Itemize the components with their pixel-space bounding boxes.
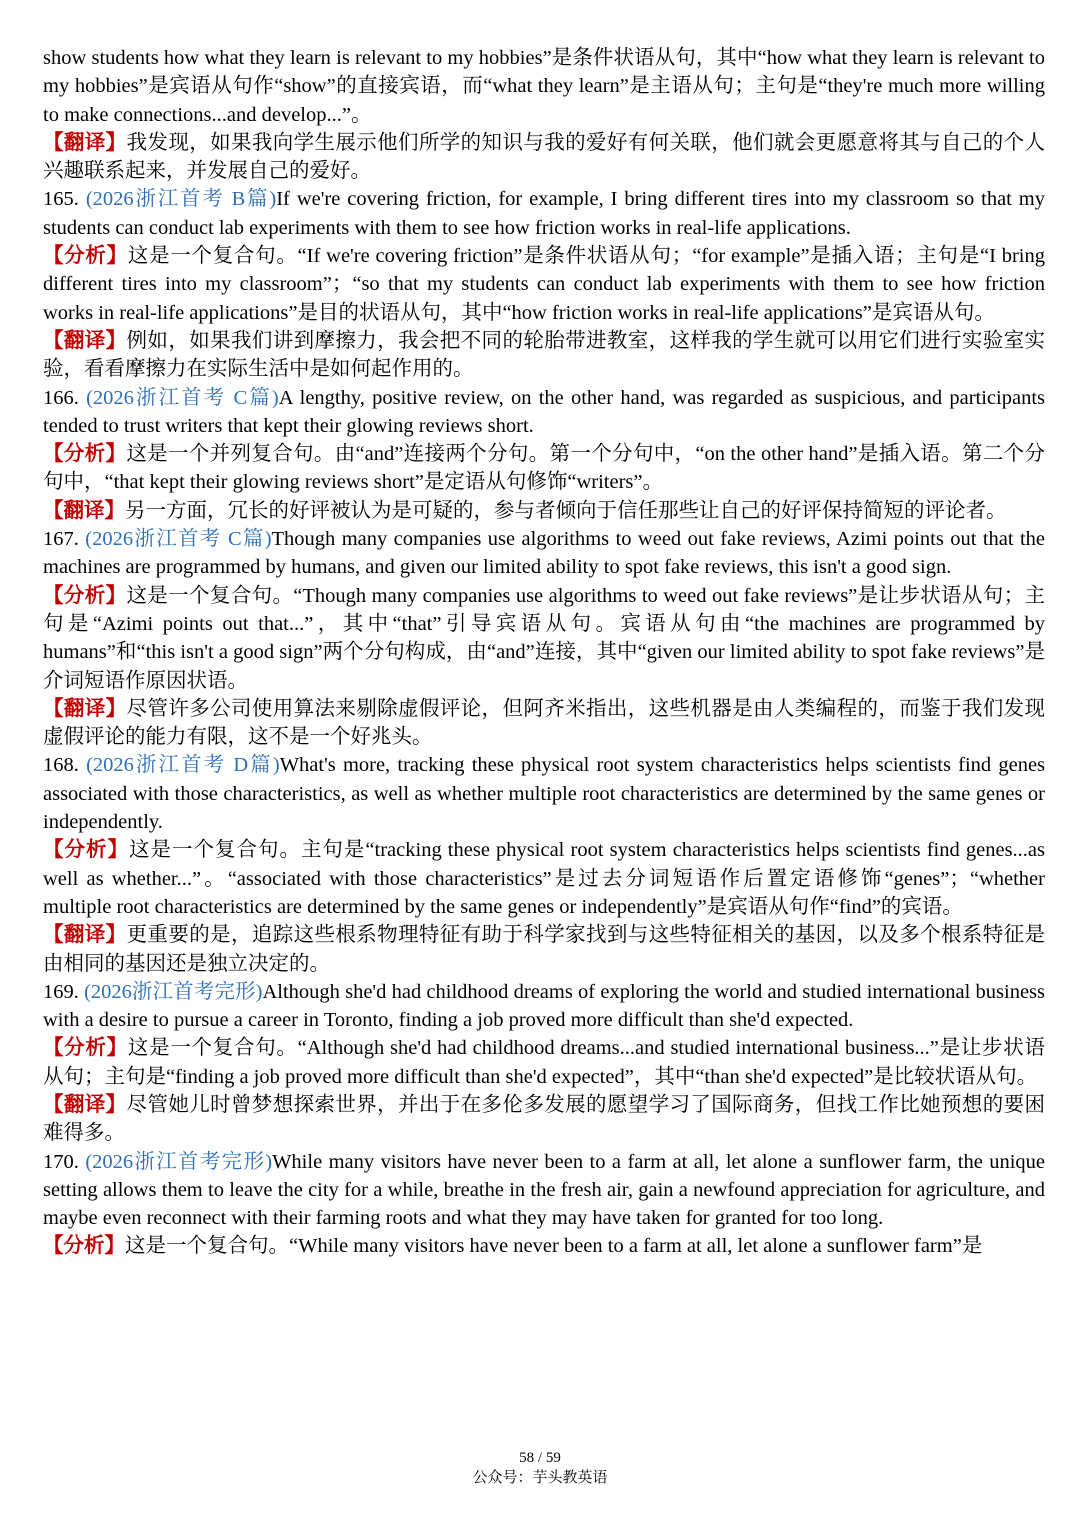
page-number: 58 / 59 xyxy=(519,1450,561,1466)
translation-text: 另一方面，冗长的好评被认为是可疑的，参与者倾向于信任那些让自己的好评保持简短的评论者。 xyxy=(125,499,1007,522)
translation-text: 例如，如果我们讲到摩擦力，我会把不同的轮胎带进教室，这样我的学生就可以用它们进行实验室实验，看看摩擦力在实际生活中是如何起作用的。 xyxy=(43,329,1046,381)
analysis-label: 【分析】 xyxy=(43,1235,125,1258)
translation-text: 我发现，如果我向学生展示他们所学的知识与我的爱好有何关联，他们就会更愿意将其与自己的个人兴趣联系起来，并发展自己的爱好。 xyxy=(43,131,1046,183)
item-sentence: If we're covering friction, for example, I bring different tires into my classroom so that my students can conduct lab experiments with them to see how friction works in real-life applications. xyxy=(43,188,1046,239)
translation-text: 尽管许多公司使用算法来剔除虚假评论，但阿齐米指出，这些机器是由人类编程的，而鉴于我们发现虚假评论的能力有限，这不是一个好兆头。 xyxy=(43,697,1046,749)
item-number: 169. xyxy=(43,980,79,1003)
item-167 xyxy=(43,525,1045,751)
item-sentence: What's more, tracking these physical root system characteristics helps scientists find genes associated with those characteristics, as well as whether multiple root characteristics are determined by the same genes or independently. xyxy=(43,754,1046,834)
item-166 xyxy=(43,384,1045,525)
item-sentence: Although she'd had childhood dreams of exploring the world and studied international business with a desire to pursue a career in Toronto, finding a job proved more difficult than she'd expected. xyxy=(43,980,1046,1032)
analysis-text: 这是一个复合句。“If we're covering friction”是条件状语从句；“for example”是插入语；主句是“I bring different tires into my classroom”；“so that my students can conduct lab experiments with them to see how friction works in real-life applications”是目的状语从句，其中“how friction works in real-life applications”是宾语从句。 xyxy=(43,245,1046,324)
item-source: (2026浙江首考 B篇) xyxy=(85,188,277,211)
translation-label: 【翻译】 xyxy=(43,499,125,522)
translation-paragraph xyxy=(43,129,1045,186)
item-sentence: Though many companies use algorithms to weed out fake reviews, Azimi points out that the machines are programmed by humans, and given our limited ability to spot fake reviews, this isn't a good sign. xyxy=(43,528,1046,579)
analysis-paragraph xyxy=(43,440,1045,497)
translation-text: 尽管她儿时曾梦想探索世界，并出于在多伦多发展的愿望学习了国际商务，但找工作比她预想的要困难得多。 xyxy=(43,1093,1046,1145)
translation-label: 【翻译】 xyxy=(43,1093,127,1116)
translation-paragraph xyxy=(43,921,1045,978)
analysis-label: 【分析】 xyxy=(43,1037,128,1060)
item-number: 166. xyxy=(43,386,79,409)
translation-label: 【翻译】 xyxy=(43,697,127,720)
sentence-paragraph xyxy=(43,384,1045,441)
translation-text: 更重要的是，追踪这些根系物理特征有助于科学家找到与这些特征相关的基因，以及多个根系特征是由相同的基因还是独立决定的。 xyxy=(43,924,1046,975)
sentence-paragraph xyxy=(43,525,1045,582)
translation-label: 【翻译】 xyxy=(43,131,127,154)
page-footer xyxy=(0,1448,1080,1488)
analysis-text: 这是一个复合句。“While many visitors have never been to a farm at all, let alone a sunflower farm”是 xyxy=(125,1235,983,1258)
analysis-text: 这是一个复合句。主句是“tracking these physical root system characteristics helps scientists find genes...as well as whether...”。“associated with those characteristics”是过去分词短语作后置定语修饰“genes”；“whether multiple root characteristics are determined by the same genes or independently”是宾语从句作“find”的宾语。 xyxy=(43,839,1045,918)
item-number: 168. xyxy=(43,754,79,777)
translation-paragraph xyxy=(43,497,1045,525)
analysis-paragraph xyxy=(43,1034,1045,1091)
item-168 xyxy=(43,751,1045,977)
translation-paragraph xyxy=(43,695,1045,752)
sentence-paragraph xyxy=(43,751,1045,836)
analysis-label: 【分析】 xyxy=(43,245,128,268)
item-170 xyxy=(43,1148,1045,1261)
analysis-paragraph xyxy=(43,836,1045,921)
analysis-paragraph xyxy=(43,582,1045,695)
item-sentence: A lengthy, positive review, on the other hand, was regarded as suspicious, and participants tended to trust writers that kept their glowing reviews short. xyxy=(43,386,1045,437)
analysis-label: 【分析】 xyxy=(43,584,127,607)
item-number: 165. xyxy=(43,188,79,211)
analysis-text: 这是一个复合句。“Although she'd had childhood dreams...and studied international business...”是让步状语从句；主句是“finding a job proved more difficult than she'd expected”，其中“than she'd expected”是比较状语从句。 xyxy=(43,1037,1045,1088)
item-source: (2026浙江首考 C篇) xyxy=(86,386,279,409)
analysis-text: 这是一个复合句。“Though many companies use algorithms to weed out fake reviews”是让步状语从句；主句是“Azimi points out that...”，其中“that”引导宾语从句。宾语从句由“the machines are programmed by humans”和“this isn't a good sign”两个分句构成，由“and”连接，其中“given our limited ability to spot fake reviews”是介词短语作原因状语。 xyxy=(43,584,1045,692)
document-body xyxy=(43,44,1045,1261)
analysis-paragraph xyxy=(43,242,1045,327)
translation-paragraph xyxy=(43,1091,1045,1148)
sentence-paragraph xyxy=(43,1148,1045,1233)
sentence-paragraph xyxy=(43,978,1045,1035)
analysis-label: 【分析】 xyxy=(43,443,127,466)
analysis-label: 【分析】 xyxy=(43,839,129,862)
item-number: 170. xyxy=(43,1150,79,1173)
translation-label: 【翻译】 xyxy=(43,924,127,947)
account-name: 公众号：芋头教英语 xyxy=(472,1470,608,1486)
sentence-paragraph xyxy=(43,185,1045,242)
item-165 xyxy=(43,185,1045,383)
item-source: (2026浙江首考 D篇) xyxy=(86,754,280,777)
item-169 xyxy=(43,978,1045,1148)
analysis-continuation: show students how what they learn is relevant to my hobbies”是条件状语从句，其中“how what they learn is relevant to my hobbies”是宾语从句作“show”的直接宾语，而“what they learn”是主语从句；主句是“they're much more willing to make connections...and develop...”。 xyxy=(43,47,1045,126)
analysis-text: 这是一个并列复合句。由“and”连接两个分句。第一个分句中，“on the other hand”是插入语。第二个分句中，“that kept their glowing reviews short”是定语从句修饰“writers”。 xyxy=(43,443,1045,494)
item-sentence: While many visitors have never been to a farm at all, let alone a sunflower farm, the unique setting allows them to leave the city for a while, breathe in the fresh air, gain a newfound appreciation for agriculture, and maybe even reconnect with their farming roots and what they may have taken for granted for too long. xyxy=(43,1150,1046,1230)
item-source: (2026浙江首考完形) xyxy=(84,980,263,1003)
item-source: (2026浙江首考 C篇) xyxy=(85,528,272,551)
translation-paragraph xyxy=(43,327,1045,384)
analysis-paragraph xyxy=(43,1232,1045,1260)
translation-label: 【翻译】 xyxy=(43,329,127,352)
item-source: (2026浙江首考完形) xyxy=(85,1150,273,1173)
item-number: 167. xyxy=(43,528,79,551)
